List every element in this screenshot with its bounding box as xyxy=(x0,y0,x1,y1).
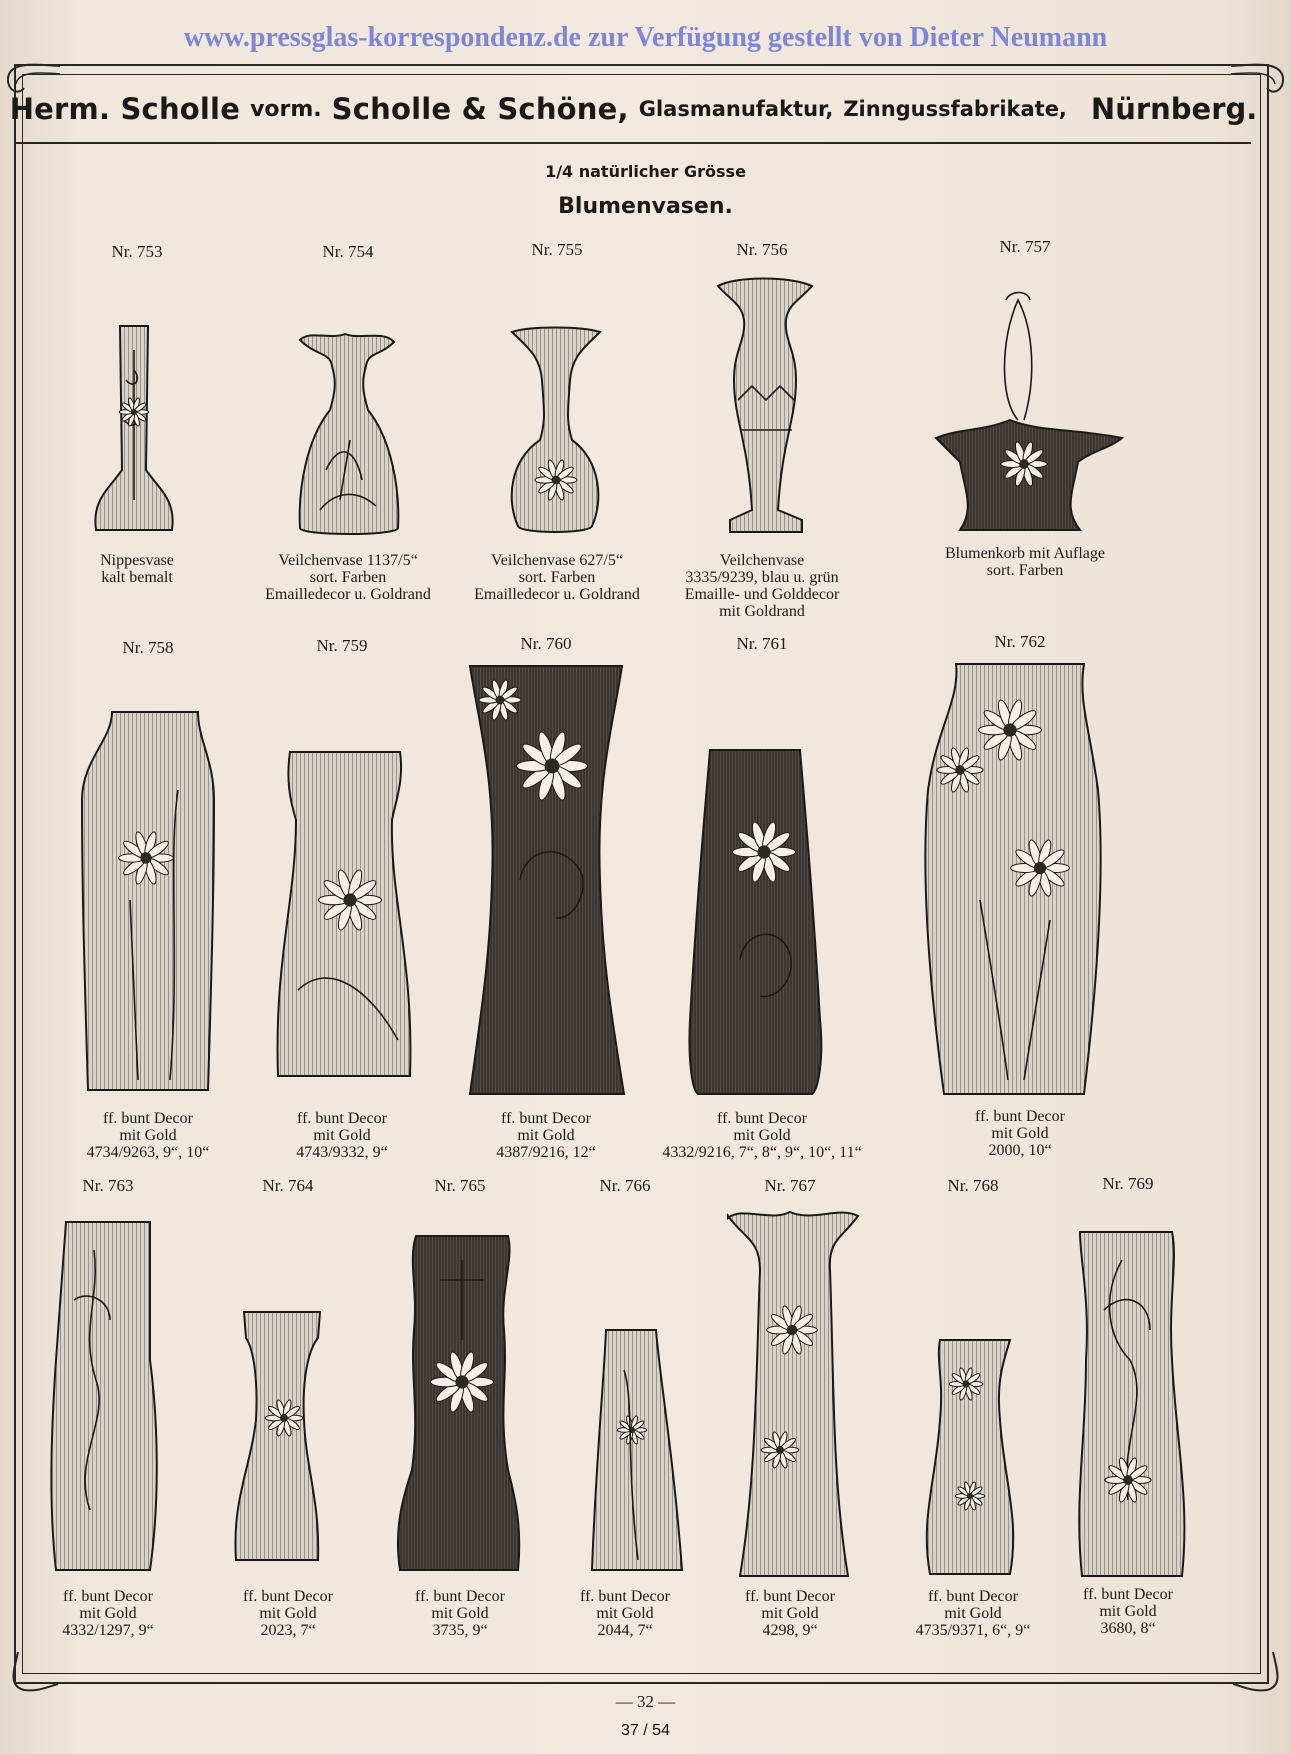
company-city: Nürnberg. xyxy=(1090,92,1258,126)
caption-line: Emailledecor u. Goldrand xyxy=(474,586,640,603)
caption-line: 4735/9371, 6“, 9“ xyxy=(915,1622,1031,1639)
item-caption xyxy=(296,1110,388,1161)
caption-line: mit Goldrand xyxy=(719,603,805,620)
caption-line: Veilchenvase xyxy=(719,552,805,569)
vase-766-icon xyxy=(592,1330,682,1570)
pdf-page-counter: 37 / 54 xyxy=(621,1722,670,1739)
item-caption xyxy=(916,1588,1031,1639)
caption-line: 4298, 9“ xyxy=(762,1622,818,1639)
caption-line: Blumenkorb mit Auflage xyxy=(945,545,1105,562)
company-former-name: Scholle & Schöne, xyxy=(331,92,629,126)
caption-line: ff. bunt Decor xyxy=(243,1588,333,1605)
caption-line: 4332/1297, 9“ xyxy=(62,1622,154,1639)
item-number: Nr. 758 xyxy=(122,638,174,657)
caption-line: ff. bunt Decor xyxy=(580,1588,670,1605)
caption-line: 4387/9216, 12“ xyxy=(496,1144,596,1161)
page-number: — 32 — xyxy=(615,1692,676,1711)
caption-line: 4743/9332, 9“ xyxy=(296,1144,388,1161)
vase-760-icon xyxy=(470,666,624,1094)
caption-line: 4734/9263, 9“, 10“ xyxy=(86,1144,210,1161)
item-number: Nr. 765 xyxy=(434,1176,486,1195)
caption-line: mit Gold xyxy=(991,1125,1049,1142)
item-caption xyxy=(62,1588,154,1639)
item-number: Nr. 761 xyxy=(736,634,788,653)
item-caption xyxy=(685,552,840,620)
caption-line: ff. bunt Decor xyxy=(415,1588,505,1605)
vase-769-icon xyxy=(1079,1232,1184,1576)
veilchenvase-3335-icon xyxy=(718,279,812,533)
caption-line: ff. bunt Decor xyxy=(297,1110,387,1127)
caption-line: Nippesvase xyxy=(100,552,174,569)
veilchenvase-1137-icon xyxy=(300,334,399,534)
item-caption xyxy=(474,552,640,603)
caption-line: ff. bunt Decor xyxy=(928,1588,1018,1605)
scale-note: 1/4 natürlicher Grösse xyxy=(545,162,746,181)
caption-line: ff. bunt Decor xyxy=(975,1108,1065,1125)
vase-761-icon xyxy=(689,750,821,1094)
caption-line: mit Gold xyxy=(259,1605,317,1622)
item-caption xyxy=(87,1110,210,1161)
item-caption xyxy=(662,1110,861,1161)
item-caption xyxy=(745,1588,835,1639)
item-caption xyxy=(100,552,174,586)
caption-line: Emailledecor u. Goldrand xyxy=(265,586,431,603)
item-number: Nr. 759 xyxy=(316,636,368,655)
caption-line: ff. bunt Decor xyxy=(501,1110,591,1127)
item-caption xyxy=(1083,1586,1173,1637)
caption-line: mit Gold xyxy=(313,1127,371,1144)
item-number: Nr. 762 xyxy=(994,632,1046,651)
item-caption xyxy=(265,552,431,603)
caption-line: 2023, 7“ xyxy=(260,1622,316,1639)
item-number: Nr. 768 xyxy=(947,1176,999,1195)
item-caption xyxy=(415,1588,505,1639)
item-number: Nr. 754 xyxy=(322,242,374,261)
item-number: Nr. 755 xyxy=(531,240,583,259)
caption-line: ff. bunt Decor xyxy=(103,1110,193,1127)
item-number: Nr. 757 xyxy=(999,237,1051,256)
vase-767-icon xyxy=(728,1212,858,1576)
caption-line: ff. bunt Decor xyxy=(745,1588,835,1605)
company-vorm: vorm. xyxy=(250,96,322,122)
item-caption xyxy=(975,1108,1065,1159)
company-trade-2: Zinngussfabrikate, xyxy=(843,97,1067,121)
caption-line: ff. bunt Decor xyxy=(1083,1586,1173,1603)
item-number: Nr. 753 xyxy=(111,242,163,261)
caption-line: 2044, 7“ xyxy=(597,1622,653,1639)
caption-line: Emaille- und Golddecor xyxy=(684,586,840,603)
caption-line: mit Gold xyxy=(944,1605,1002,1622)
watermark-text[interactable]: www.pressglas-korrespondenz.de zur Verfügung gestellt von Dieter Neumann xyxy=(183,22,1108,53)
company-trade-1: Glasmanufaktur, xyxy=(638,97,834,121)
caption-line: mit Gold xyxy=(596,1605,654,1622)
item-number: Nr. 763 xyxy=(82,1176,134,1195)
item-number: Nr. 766 xyxy=(599,1176,651,1195)
caption-line: mit Gold xyxy=(761,1605,819,1622)
vase-758-icon xyxy=(82,712,214,1090)
caption-line: Veilchenvase 627/5“ xyxy=(491,552,623,569)
caption-line: 2000, 10“ xyxy=(988,1142,1052,1159)
caption-line: sort. Farben xyxy=(309,569,387,586)
caption-line: 3335/9239, blau u. grün xyxy=(685,569,839,586)
company-name: Herm. Scholle xyxy=(9,92,241,126)
item-number: Nr. 760 xyxy=(520,634,572,653)
caption-line: kalt bemalt xyxy=(101,569,173,586)
vase-763-icon xyxy=(51,1222,156,1570)
caption-line: sort. Farben xyxy=(518,569,596,586)
caption-line: mit Gold xyxy=(1099,1603,1157,1620)
caption-line: mit Gold xyxy=(517,1127,575,1144)
caption-line: 3680, 8“ xyxy=(1100,1620,1156,1637)
caption-line: sort. Farben xyxy=(986,562,1064,579)
caption-line: mit Gold xyxy=(733,1127,791,1144)
caption-line: ff. bunt Decor xyxy=(717,1110,807,1127)
item-caption xyxy=(580,1588,670,1639)
item-caption xyxy=(496,1110,596,1161)
caption-line: mit Gold xyxy=(79,1605,137,1622)
item-number: Nr. 756 xyxy=(736,240,788,259)
veilchenvase-627-icon xyxy=(512,328,600,533)
caption-line: mit Gold xyxy=(431,1605,489,1622)
caption-line: 3735, 9“ xyxy=(432,1622,488,1639)
item-number: Nr. 769 xyxy=(1102,1174,1154,1193)
item-number: Nr. 764 xyxy=(262,1176,314,1195)
item-caption xyxy=(945,545,1105,579)
item-number: Nr. 767 xyxy=(764,1176,816,1195)
caption-line: ff. bunt Decor xyxy=(63,1588,153,1605)
section-title: Blumenvasen. xyxy=(558,194,733,219)
caption-line: Veilchenvase 1137/5“ xyxy=(278,552,418,569)
caption-line: 4332/9216, 7“, 8“, 9“, 10“, 11“ xyxy=(662,1144,862,1161)
blumenkorb-handle xyxy=(1005,293,1032,421)
caption-line: mit Gold xyxy=(119,1127,177,1144)
item-caption xyxy=(243,1588,333,1639)
